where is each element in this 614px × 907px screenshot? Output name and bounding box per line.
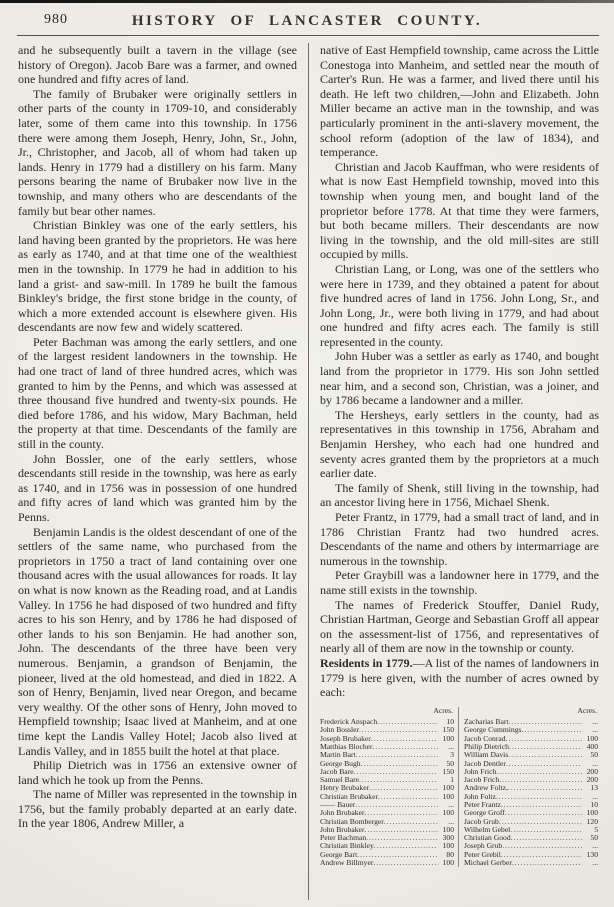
column-divider	[308, 43, 309, 900]
dot-leader	[502, 842, 582, 850]
resident-name: Zacharias Bart	[464, 717, 509, 727]
dot-leader	[365, 826, 439, 834]
table-right-column	[458, 707, 599, 868]
paragraph: Peter Frantz, in 1779, had a small tract of land, and in 1786 Christian Frantz had two hundred acres. Descendants of the name and others by intermarriage are numerous in the township.	[320, 510, 599, 568]
page-number: 980	[44, 12, 68, 27]
resident-acres: 100	[442, 783, 454, 793]
paragraph: Philip Dietrich was in 1756 an extensive owner of land which he took up from the Penns.	[18, 758, 297, 787]
resident-name: Peter Bachman	[320, 833, 367, 843]
resident-acres: 1	[450, 775, 454, 785]
resident-acres: 100	[586, 808, 598, 818]
resident-name: —— Bauer	[320, 799, 356, 809]
resident-name: John Brubaker	[320, 808, 365, 818]
resident-name: John Bossler	[320, 725, 360, 735]
resident-acres: 10	[446, 717, 454, 727]
left-column	[18, 43, 297, 900]
resident-acres: 150	[442, 725, 454, 735]
dot-leader	[501, 851, 582, 859]
resident-name: Christian Brubaker	[320, 791, 378, 801]
dot-leader	[509, 743, 582, 751]
dot-leader	[354, 768, 438, 776]
resident-acres: 10	[590, 799, 598, 809]
dot-leader	[499, 776, 582, 784]
resident-acres: ...	[592, 791, 598, 801]
dot-leader	[506, 735, 582, 743]
resident-name: Samuel Bare	[320, 775, 360, 785]
dot-leader	[374, 842, 438, 850]
resident-name: Jacob Bare	[320, 766, 354, 776]
resident-name: Frederick Anspach	[320, 717, 378, 727]
resident-name: Jacob Grub	[464, 816, 499, 826]
resident-name: Jacob Dentler	[464, 758, 506, 768]
paragraph: The name of Miller was represented in the township in 1756, but the family probably departed at an early date. In the year 1806, Andrew Miller, a	[18, 787, 297, 831]
dot-leader	[377, 718, 438, 726]
table-row	[464, 859, 598, 867]
resident-acres: 50	[590, 833, 598, 843]
dot-leader	[511, 834, 582, 842]
paragraph: The family of Brubaker were originally settlers in other parts of the county in 1709-10, and considerably later, some of them came into this township. In 1756 there were among them Joseph, Henry, John, Sr., John, Jr., Christopher, and Jacob, all of whom had taken up lands. Henry in 1779 had a distillery on his farm. Many persons bearing the name of Brubaker now live in the township, and many others who are descendants of the family but bear other names.	[18, 86, 297, 218]
resident-acres: ...	[592, 841, 598, 851]
paragraph: The Hersheys, early settlers in the county, had as representatives in this township in 1756, Abraham and Benjamin Hershey, who each had one hundred and seventy acres granted them by the proprietors at a much earlier date.	[320, 407, 599, 481]
resident-acres: ...	[592, 717, 598, 727]
resident-name: Joseph Grub	[464, 841, 503, 851]
dot-leader	[359, 776, 438, 784]
paragraph: Peter Graybill was a landowner here in 1779, and the name still exists in the township.	[320, 568, 599, 597]
resident-acres: 100	[442, 733, 454, 743]
dot-leader	[496, 793, 582, 801]
dot-leader	[501, 801, 582, 809]
resident-acres: 150	[442, 766, 454, 776]
paragraph: The family of Shenk, still living in the township, had an ancestor living here in 1756, Michael Shenk.	[320, 480, 599, 510]
resident-name: William Davis	[464, 750, 509, 760]
resident-name: John Frich	[464, 766, 497, 776]
dot-leader	[505, 809, 582, 817]
right-column-paragraphs	[320, 43, 599, 656]
dot-leader	[371, 735, 438, 743]
resident-name: Andrew Foltz,	[464, 783, 508, 793]
paragraph: John Bossler, one of the early settlers, whose descendants still reside in the township, was here as early as 1740, and in 1756 was in possession of one hundred and fifty acres of land which was granted him by the Penns.	[18, 451, 297, 524]
dot-leader	[512, 859, 582, 867]
dot-leader	[355, 801, 438, 809]
resident-name: Philip Dietrich	[464, 741, 509, 751]
dot-leader	[510, 826, 582, 834]
resident-name: Jacob Conrad	[464, 733, 506, 743]
dot-leader	[369, 784, 438, 792]
dot-leader	[508, 751, 582, 759]
resident-acres: ...	[592, 758, 598, 768]
resident-acres: ...	[448, 799, 454, 809]
residents-heading: Residents in 1779.	[320, 655, 413, 670]
resident-acres: 100	[442, 824, 454, 834]
paragraph: Benjamin Landis is the oldest descendant of one of the settlers of the same name, who purchased from the proprietors in 1750 a tract of land containing over one thousand acres with the usual allowances for roads. It lay on what is now known as the Reading road, and at Landis Valley. In 1756 he had disposed of two hundred and fifty acres to his son Henry, and by 1786 he had disposed of other lands to his son Benjamin. He had another son, John. The descendants of the three have been very numerous. Benjamin, a grandson of Benjamin, the pioneer, lived at the old homestead, and died in 1822. A son of Henry, Benjamin, lived near Oregon, and became very wealthy. Of the other sons of Henry, John moved to Hempfield township; Isaac lived at Manheim, and at one time kept the Landis Valley Hotel; Jacob also lived at Landis Valley, and in 1855 built the hotel at that place.	[18, 524, 297, 758]
table-right-rows	[464, 718, 598, 867]
acres-header-left: Acres.	[433, 705, 453, 715]
resident-name: Christian Bomberger	[320, 816, 384, 826]
residents-paragraph	[320, 656, 599, 700]
residents-table	[320, 707, 599, 868]
dot-leader	[366, 834, 438, 842]
resident-acres: ...	[448, 741, 454, 751]
resident-name: Christian Binkley	[320, 841, 374, 851]
resident-name: John Foltz	[464, 791, 496, 801]
page-header	[0, 0, 614, 33]
resident-acres: 300	[442, 833, 454, 843]
page-body	[0, 36, 614, 900]
dot-leader	[356, 751, 438, 759]
resident-acres: 50	[590, 750, 598, 760]
paragraph: John Huber was a settler as early as 1740, and bought land from the proprietor in 1779. His son John settled near him, and a second son, Christian, was a joiner, and by 1786 became a landowner and a miller.	[320, 349, 599, 408]
paragraph: native of East Hempfield township, came across the Little Conestoga into Manheim, and settled near the mouth of Carter's Run. He was a farmer, and lived there until his death. He left two children,—John and Elizabeth. John Miller became an active man in the township, and was particularly prominent in the anti-slavery movement, the school reform (adoption of the law of 1834), and temperance.	[320, 43, 599, 160]
resident-name: George Bart	[320, 849, 358, 859]
resident-name: Joseph Brubaker	[320, 733, 371, 743]
resident-acres: 100	[586, 733, 598, 743]
paragraph: The names of Frederick Stouffer, Daniel Rudy, Christian Hartman, George and Sebastian Groff all appear on the assessment-list of 1756, and representatives of nearly all of them are now in the township or county.	[320, 597, 599, 656]
resident-name: Martin Bart	[320, 750, 356, 760]
resident-acres: 3	[450, 750, 454, 760]
dot-leader	[499, 818, 582, 826]
resident-acres: 50	[446, 758, 454, 768]
resident-acres: 130	[586, 849, 598, 859]
table-left-column	[320, 707, 458, 868]
resident-name: George Groff	[464, 808, 505, 818]
dot-leader	[506, 760, 582, 768]
paragraph: Peter Bachman was among the early settlers, and one of the largest resident landowners in the township. He had one tract of land of three hundred acres, which was granted to him by the Penns, and which was assessed at three thousand five hundred and twenty-six pounds. He died before 1786, and his widow, Mary Bachman, held the property at that time. Descendants of the family are still in the county.	[18, 334, 297, 452]
resident-acres: ...	[592, 858, 598, 868]
resident-acres: 13	[590, 783, 598, 793]
table-row	[320, 859, 454, 867]
resident-name: Jacob Frich	[464, 775, 500, 785]
resident-acres: 100	[442, 808, 454, 818]
resident-name: Peter Frantz	[464, 799, 501, 809]
dot-leader	[384, 818, 438, 826]
resident-name: Christian Good	[464, 833, 511, 843]
resident-name: Peter Grebil	[464, 849, 501, 859]
resident-acres: ...	[592, 725, 598, 735]
resident-name: Matthias Blocher	[320, 741, 373, 751]
resident-acres: 200	[586, 766, 598, 776]
dot-leader	[373, 859, 438, 867]
dot-leader	[361, 760, 438, 768]
dot-leader	[521, 726, 582, 734]
resident-name: Michael Gerber	[464, 858, 512, 868]
dot-leader	[508, 784, 582, 792]
resident-acres: 400	[586, 741, 598, 751]
resident-name: Wilhelm Gebel	[464, 824, 511, 834]
resident-acres: 100	[442, 791, 454, 801]
resident-acres: 200	[586, 775, 598, 785]
table-left-rows	[320, 718, 454, 867]
resident-acres: ...	[448, 816, 454, 826]
page-title: HISTORY OF LANCASTER COUNTY.	[131, 13, 483, 29]
resident-name: George Bugh	[320, 758, 361, 768]
dot-leader	[373, 743, 438, 751]
acres-header-right: Acres.	[577, 705, 597, 715]
resident-acres: 100	[442, 858, 454, 868]
resident-name: Andrew Billmyer	[320, 858, 374, 868]
paragraph: and he subsequently built a tavern in the village (see history of Oregon). Jacob Bare was a farmer, and owned one hundred and fifty acres of land.	[18, 43, 297, 87]
residents-intro: —A list of the names of landowners in 1779 is here given, with the number of acres owned by each:	[320, 655, 600, 700]
resident-acres: 100	[442, 841, 454, 851]
dot-leader	[496, 768, 582, 776]
resident-name: Henry Brubaker	[320, 783, 370, 793]
paragraph: Christian Lang, or Long, was one of the settlers who were here in 1739, and they obtained a patent for about five hundred acres of land in 1756. John Long, Sr., and John Long, Jr., were both living in 1779, and had about one hundred and fifty acres each. The family is still represented in the county.	[320, 261, 599, 349]
resident-acres: 120	[586, 816, 598, 826]
resident-acres: 80	[446, 849, 454, 859]
dot-leader	[378, 793, 438, 801]
resident-acres: 5	[594, 824, 598, 834]
paragraph: Christian and Jacob Kauffman, who were residents of what is now East Hempfield township, moved into this township when young men, and bought land of the proprietor before 1778. At that time they were farmers, but both became millers. Their descendants are now living in the township, and the old mill-sites are still occupied by mills.	[320, 159, 599, 262]
resident-name: John Brubaker	[320, 824, 365, 834]
resident-name: George Cummings	[464, 725, 522, 735]
right-column	[320, 43, 599, 900]
paragraph: Christian Binkley was one of the early settlers, his land having been granted by the proprietors. He was here as early as 1740, and at that time one of the wealthiest men in the township. In 1779 he had in addition to his land a grist- and saw-mill. In 1789 he built the famous Binkley's bridge, the first stone bridge in the county, of which a more extended account is elsewhere given. His descendants are now few and widely scattered.	[18, 218, 297, 335]
